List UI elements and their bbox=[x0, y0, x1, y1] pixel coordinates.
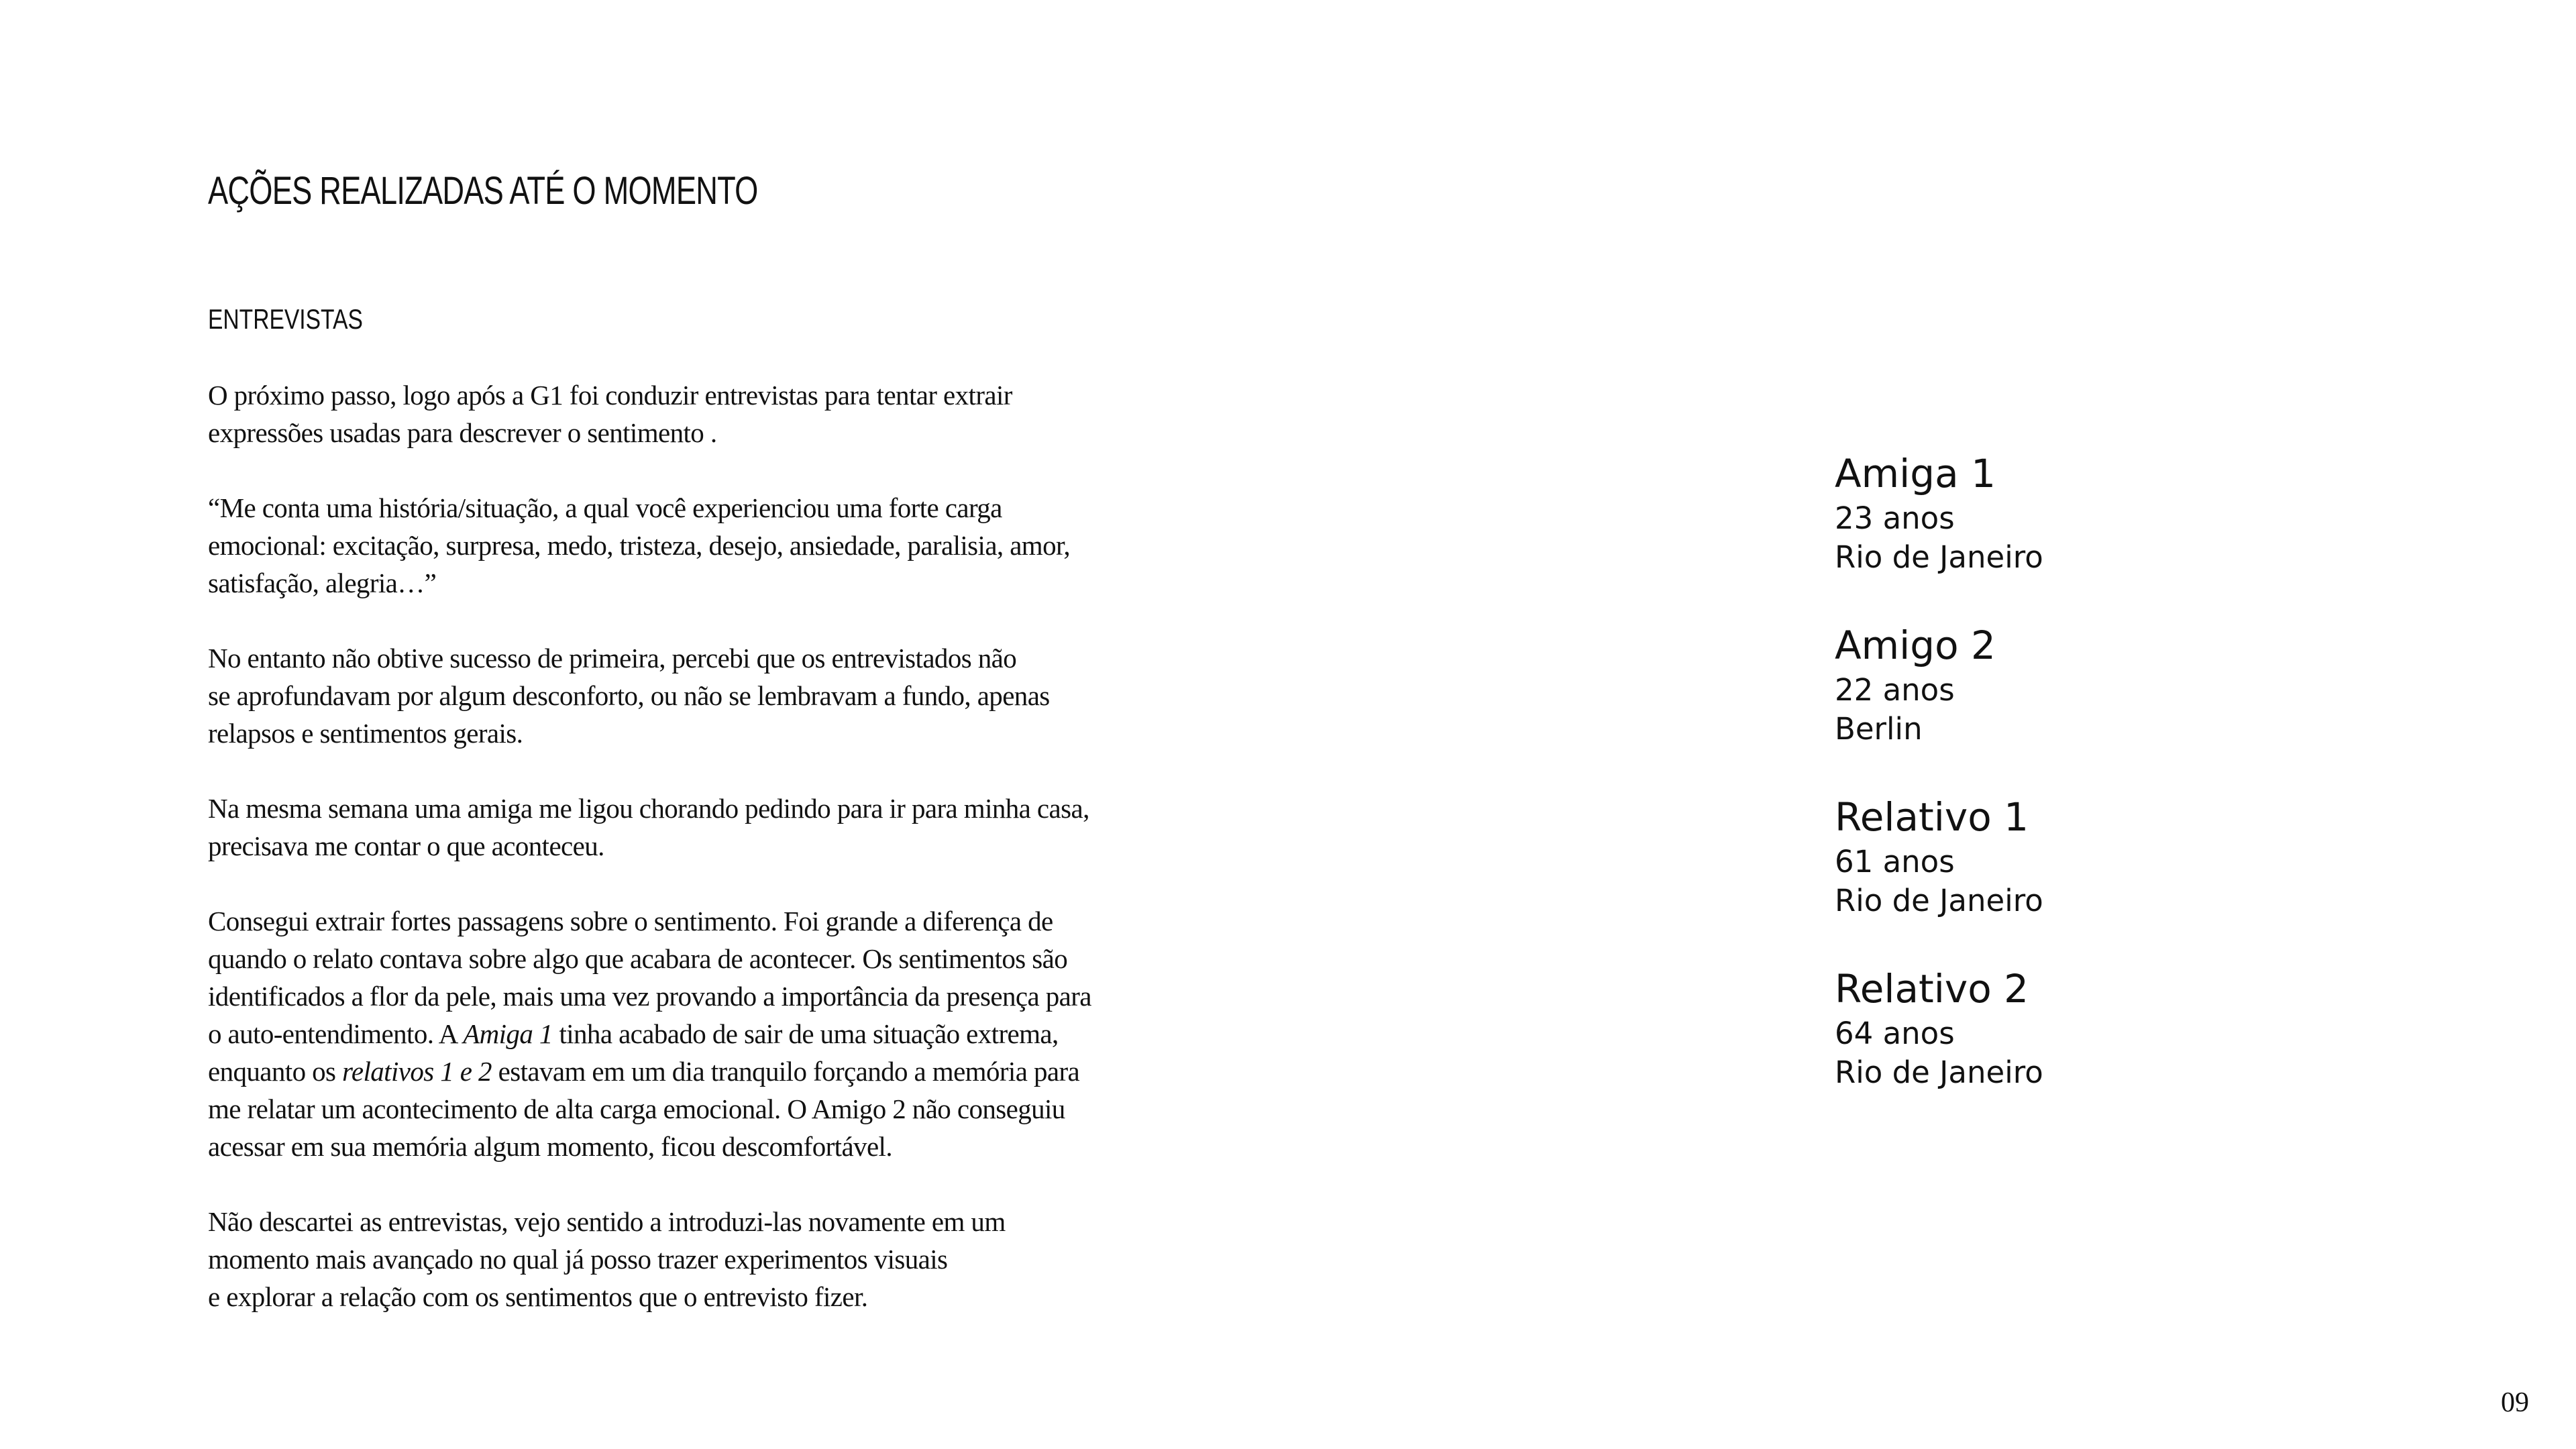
interviewee-city: Berlin bbox=[1835, 711, 1923, 747]
interviewee-name: Amigo 2 bbox=[1835, 623, 1996, 668]
paragraph-5 bbox=[208, 902, 1201, 1165]
text-line: momento mais avançado no qual já posso trazer experimentos visuais bbox=[208, 1244, 948, 1275]
italic-name: relativos 1 e 2 bbox=[342, 1056, 492, 1087]
text-line: quando o relato contava sobre algo que acabara de acontecer. Os sentimentos são bbox=[208, 943, 1068, 974]
text-line: acessar em sua memória algum momento, ficou descomfortável. bbox=[208, 1131, 892, 1162]
text-segment: tinha acabado de sair de uma situação extrema, bbox=[552, 1018, 1059, 1049]
paragraph-2 bbox=[208, 489, 1201, 602]
text-line: se aprofundavam por algum desconforto, ou não se lembravam a fundo, apenas bbox=[208, 680, 1050, 711]
paragraph-3 bbox=[208, 639, 1201, 752]
interviewee-city: Rio de Janeiro bbox=[1835, 883, 2043, 918]
text-line bbox=[208, 1015, 1201, 1053]
text-line: relapsos e sentimentos gerais. bbox=[208, 718, 523, 749]
interviewee-city: Rio de Janeiro bbox=[1835, 539, 2043, 575]
text-line: “Me conta uma história/situação, a qual você experienciou uma forte carga bbox=[208, 492, 1002, 523]
interviewee-card bbox=[1835, 620, 2043, 749]
text-segment: enquanto os bbox=[208, 1056, 343, 1087]
text-line: Na mesma semana uma amiga me ligou chorando pedindo para ir para minha casa, bbox=[208, 793, 1089, 824]
interviewee-age: 64 anos bbox=[1835, 1016, 1955, 1051]
body-text bbox=[208, 376, 1201, 1316]
text-line: me relatar um acontecimento de alta carga emocional. O Amigo 2 não conseguiu bbox=[208, 1093, 1065, 1124]
paragraph-4 bbox=[208, 790, 1201, 865]
interviewee-card bbox=[1835, 963, 2043, 1092]
text-line: identificados a flor da pele, mais uma vez provando a importância da presença para bbox=[208, 981, 1091, 1012]
section-title: ENTREVISTAS bbox=[208, 303, 363, 335]
text-line: expressões usadas para descrever o sentimento . bbox=[208, 417, 717, 448]
interviewee-name: Amiga 1 bbox=[1835, 451, 1996, 496]
text-line: e explorar a relação com os sentimentos que o entrevisto fizer. bbox=[208, 1281, 868, 1312]
interviewee-card bbox=[1835, 448, 2043, 577]
italic-name: Amiga 1 bbox=[463, 1018, 553, 1049]
text-line: precisava me contar o que aconteceu. bbox=[208, 830, 604, 861]
interviewee-age: 23 anos bbox=[1835, 500, 1955, 536]
interviewee-age: 22 anos bbox=[1835, 672, 1955, 708]
text-segment: o auto-entendimento. A bbox=[208, 1018, 464, 1049]
paragraph-6 bbox=[208, 1203, 1201, 1316]
text-line bbox=[208, 1053, 1201, 1090]
text-line: satisfação, alegria…” bbox=[208, 568, 437, 598]
page-number: 09 bbox=[2501, 1387, 2529, 1418]
text-line: Consegui extrair fortes passagens sobre o sentimento. Foi grande a diferença de bbox=[208, 906, 1053, 936]
interviewee-age: 61 anos bbox=[1835, 844, 1955, 879]
interviewee-name: Relativo 1 bbox=[1835, 794, 2029, 840]
text-line: Não descartei as entrevistas, vejo sentido a introduzi-las novamente em um bbox=[208, 1206, 1006, 1237]
page-title: AÇÕES REALIZADAS ATÉ O MOMENTO bbox=[208, 169, 758, 213]
text-line: emocional: excitação, surpresa, medo, tristeza, desejo, ansiedade, paralisia, amor, bbox=[208, 530, 1071, 561]
interviewee-card bbox=[1835, 792, 2043, 920]
interviewee-city: Rio de Janeiro bbox=[1835, 1055, 2043, 1090]
interviewee-list bbox=[1835, 448, 2043, 1135]
text-line: O próximo passo, logo após a G1 foi conduzir entrevistas para tentar extrair bbox=[208, 380, 1012, 411]
text-line: No entanto não obtive sucesso de primeira, percebi que os entrevistados não bbox=[208, 643, 1017, 674]
interviewee-name: Relativo 2 bbox=[1835, 966, 2029, 1012]
text-segment: estavam em um dia tranquilo forçando a memória para bbox=[491, 1056, 1080, 1087]
paragraph-1 bbox=[208, 376, 1201, 451]
